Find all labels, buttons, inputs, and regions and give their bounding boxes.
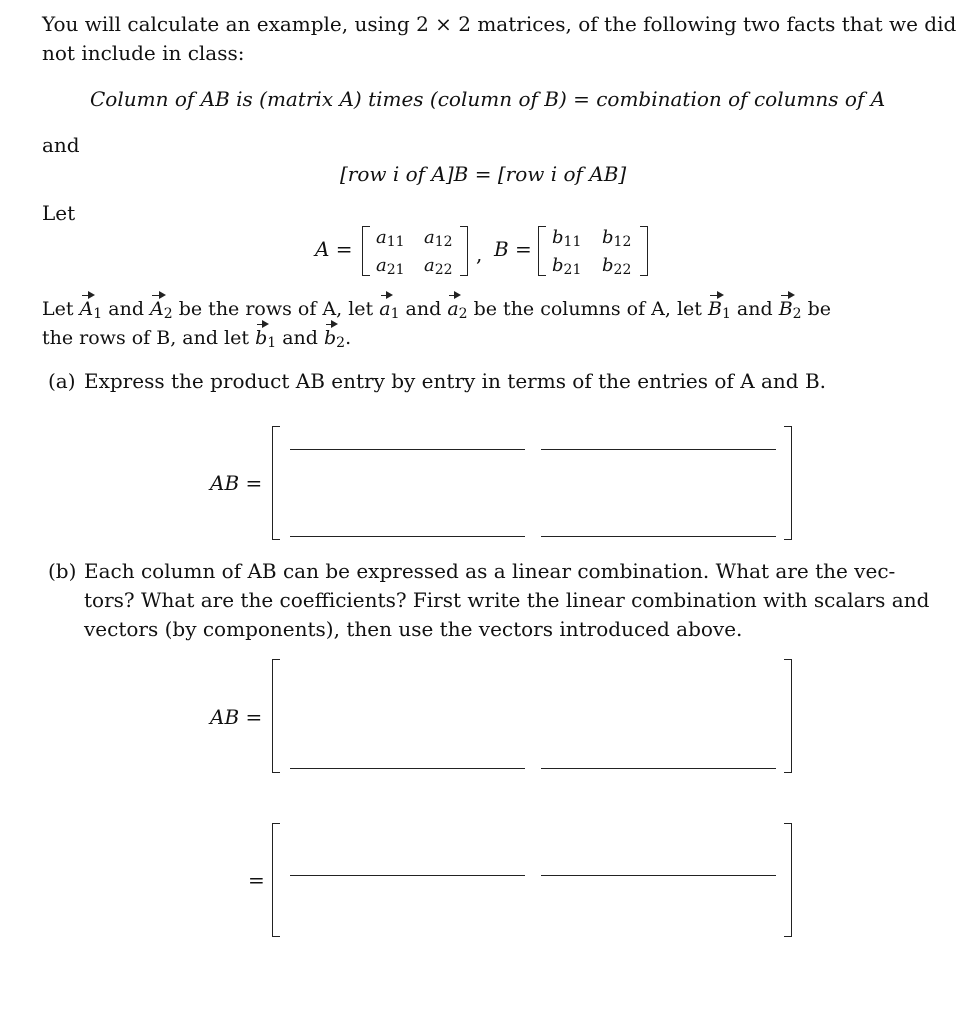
matrix-comma: , bbox=[476, 242, 483, 266]
part-b-left-bracket-2 bbox=[272, 823, 280, 937]
B2-vector: B bbox=[778, 298, 793, 320]
matrix-b-label: B = bbox=[494, 237, 532, 261]
part-b-right-bracket-1 bbox=[784, 659, 792, 773]
a2-vector: a bbox=[447, 298, 459, 320]
b12: $b_{12}$ bbox=[602, 227, 632, 250]
part-b-line-1: Each column of AB can be expressed as a linear combination. What are the vec- bbox=[84, 559, 896, 583]
matrix-a-left-bracket bbox=[362, 226, 370, 276]
part-b-blank-2b[interactable] bbox=[541, 875, 776, 876]
fact-2: [row i of A]B = [row i of AB] bbox=[340, 162, 627, 186]
part-b-blank-2a[interactable] bbox=[290, 875, 525, 876]
part-b-label: (b) bbox=[48, 559, 77, 583]
matrix-a-label: A = bbox=[315, 237, 353, 261]
part-b-blank-1b[interactable] bbox=[541, 768, 776, 769]
matrix-b-left-bracket bbox=[538, 226, 546, 276]
part-b-line-2: tors? What are the coefficients? First write the linear combination with scalars and bbox=[84, 588, 930, 612]
a1-vector: a bbox=[379, 298, 391, 320]
part-a-blank-12[interactable] bbox=[541, 449, 776, 450]
part-a-blank-22[interactable] bbox=[541, 536, 776, 537]
vectors-line-1: Let $A_1$ and $A_2$ be the rows of A, let $a_1$ and $a_2$ be the columns of A, let $B_1$ and $B_2$ be bbox=[42, 298, 832, 322]
matrix-b-right-bracket bbox=[640, 226, 648, 276]
b21: $b_{21}$ bbox=[552, 255, 582, 278]
part-a-right-bracket bbox=[784, 426, 792, 540]
part-b-left-bracket-1 bbox=[272, 659, 280, 773]
part-a-left-bracket bbox=[272, 426, 280, 540]
let-word: Let bbox=[42, 201, 76, 225]
a12: $a_{12}$ bbox=[424, 227, 453, 250]
and-word: and bbox=[42, 133, 80, 157]
part-a-blank-11[interactable] bbox=[290, 449, 525, 450]
b2-vector: b bbox=[323, 327, 337, 349]
part-b-line-3: vectors (by components), then use the vectors introduced above. bbox=[84, 617, 743, 641]
b1-vector: b bbox=[255, 327, 268, 349]
part-a-ab-label: AB = bbox=[210, 471, 263, 495]
b11: $b_{11}$ bbox=[552, 227, 582, 250]
part-a-text: Express the product AB entry by entry in terms of the entries of A and B. bbox=[84, 369, 827, 393]
part-b-ab-label: AB = bbox=[210, 705, 263, 729]
A2-vector: A bbox=[150, 298, 164, 320]
part-a-label: (a) bbox=[48, 369, 76, 393]
fact-1: Column of AB is (matrix A) times (column of B) = combination of columns of A bbox=[90, 87, 886, 111]
part-b-right-bracket-2 bbox=[784, 823, 792, 937]
intro-line-1: You will calculate an example, using 2 × 2 matrices, of the following two facts that we did bbox=[42, 12, 957, 36]
A1-vector: A bbox=[79, 298, 94, 320]
matrix-a-right-bracket bbox=[460, 226, 468, 276]
B1-vector: B bbox=[707, 298, 722, 320]
part-b-blank-1a[interactable] bbox=[290, 768, 525, 769]
a21: $a_{21}$ bbox=[376, 255, 405, 278]
b22: $b_{22}$ bbox=[602, 255, 632, 278]
a22: $a_{22}$ bbox=[424, 255, 453, 278]
vectors-line-2: the rows of B, and let $b_1$ and $b_2$. bbox=[42, 327, 352, 351]
part-a-blank-21[interactable] bbox=[290, 536, 525, 537]
a11: $a_{11}$ bbox=[376, 227, 405, 250]
intro-line-2: not include in class: bbox=[42, 41, 245, 65]
part-b-eq-label: = bbox=[248, 868, 265, 892]
